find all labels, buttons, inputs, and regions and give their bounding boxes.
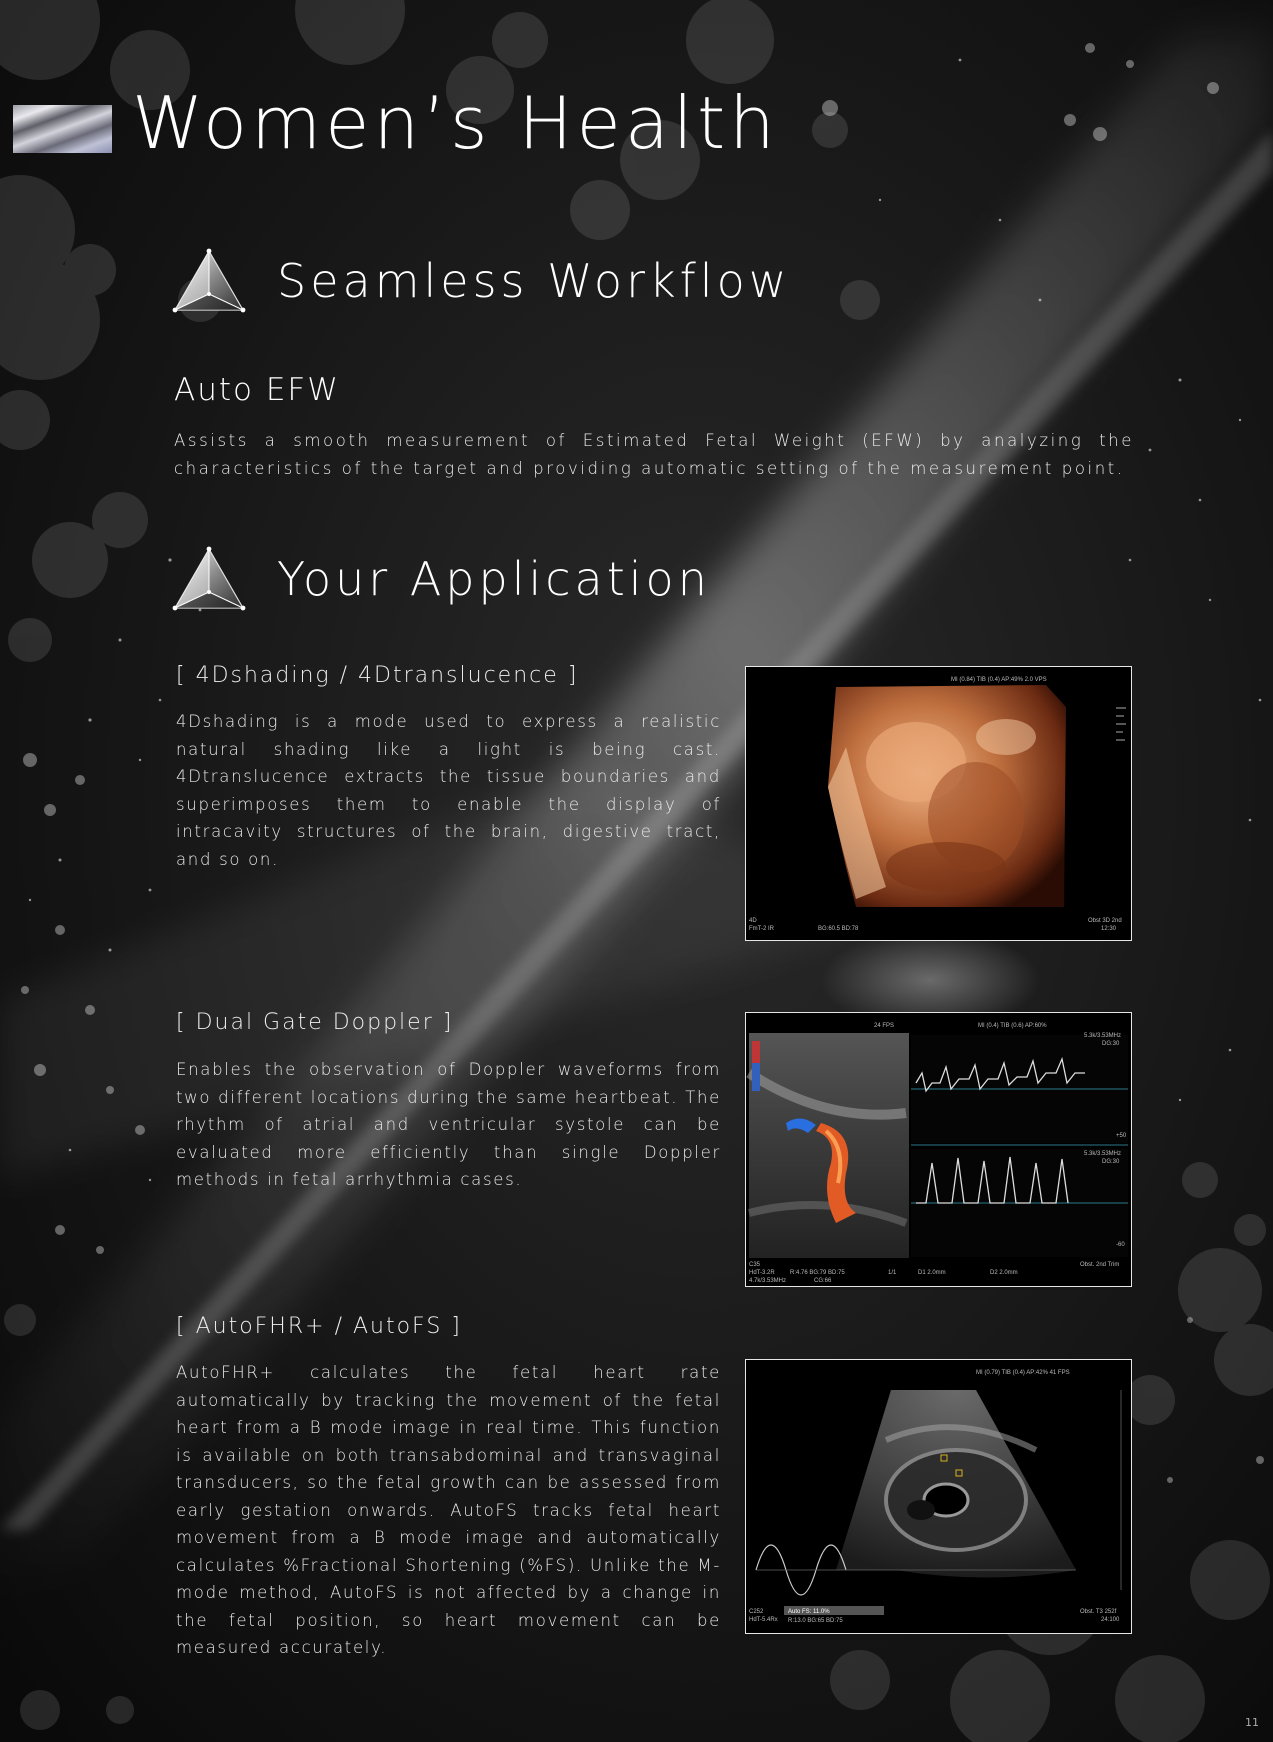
- ultrasound-fetal-heart-image: [745, 1359, 1132, 1634]
- image-overlay-text: D2 2.0mm: [990, 1270, 1018, 1276]
- image-overlay-text: FmT-2 IR: [749, 926, 774, 932]
- image-overlay-text: 24 FPS: [874, 1023, 895, 1029]
- image-overlay-text: 24:100: [1101, 1617, 1120, 1623]
- image-overlay-text: MI (0.4) TIB (0.6) AP:60%: [978, 1023, 1047, 1029]
- section-title-application: Your Application: [277, 552, 711, 606]
- image-overlay-text: R:13.0 BG:65 BD:75: [788, 1618, 843, 1624]
- image-overlay-text: 12:30: [1101, 926, 1117, 932]
- image-overlay-text: 4D: [749, 918, 757, 924]
- feature-text-autofhr: AutoFHR+ calculates the fetal heart rate automatically by tracking the movement of the fetal heart from a B mode image in real time. This function is available on both transabdominal and transvaginal transducers, so the fetal growth can be assessed from early gestation onwards. AutoFS tracks fetal heart movement from a B mode image and automatically calculates %Fractional Shortening (%FS). Unlike the M-mode method, AutoFS is not affected by a change in the fetal position, so heart movement can be measured accurately.: [176, 1363, 721, 1657]
- image-overlay-text: HdT-5.4Rx: [749, 1617, 778, 1623]
- ultrasound-doppler-image: [745, 1012, 1132, 1287]
- title-color-swatch: [13, 105, 112, 153]
- image-overlay-text: CG:66: [814, 1278, 832, 1284]
- image-overlay-text: MI (0.79) TIB (0.4) AP:42% 41 FPS: [976, 1370, 1070, 1376]
- image-overlay-text: C35: [749, 1262, 761, 1268]
- feature-title-dual-gate-doppler: [ Dual Gate Doppler ]: [176, 1010, 454, 1035]
- page-title: Women’s Health: [132, 81, 779, 165]
- image-overlay-text: MI (0.84) TIB (0.4) AP:49% 2.0 VPS: [951, 677, 1047, 683]
- image-overlay-text: 1/1: [888, 1270, 897, 1276]
- image-overlay-text: DG:30: [1102, 1159, 1120, 1165]
- page-number: 11: [1245, 1716, 1259, 1729]
- image-overlay-text: BG:60.5 BD:78: [818, 926, 859, 932]
- feature-title-auto-efw: Auto EFW: [174, 372, 340, 408]
- ultrasound-4d-image: [745, 666, 1132, 941]
- image-overlay-text: +50: [1116, 1133, 1127, 1139]
- image-overlay-text: C252: [749, 1609, 764, 1615]
- feature-text-dual-gate-doppler: Enables the observation of Doppler waveforms from two different locations during the same heartbeat. The rhythm of atrial and ventricular systole can be evaluated more efficiently than single Doppler methods in fetal arrhythmia cases.: [176, 1060, 721, 1189]
- feature-title-4dshading: [ 4Dshading / 4Dtranslucence ]: [176, 663, 579, 688]
- auto-fs-result: Auto FS: 11.0%: [788, 1609, 830, 1615]
- section-title-workflow: Seamless Workflow: [277, 254, 791, 308]
- image-overlay-text: 5.3k/3.53MHz: [1084, 1151, 1122, 1157]
- image-overlay-text: D1 2.0mm: [918, 1270, 946, 1276]
- triangle-logo-icon: [172, 248, 246, 314]
- image-overlay-text: 4.7k/3.53MHz: [749, 1278, 787, 1284]
- image-overlay-text: Obst 3D 2nd: [1088, 918, 1122, 924]
- image-overlay-text: R:4.76 BG:79 BD:75: [790, 1270, 845, 1276]
- feature-text-4dshading: 4Dshading is a mode used to express a realistic natural shading like a light is being cast. 4Dtranslucence extracts the tissue boundaries and superimposes them to enable the display of intracavity structures of the brain, digestive tract, and so on.: [176, 712, 721, 869]
- image-overlay-text: HdT-3.2R: [749, 1270, 775, 1276]
- image-overlay-text: -60: [1116, 1242, 1125, 1248]
- image-overlay-text: Obst. T3 252f: [1080, 1609, 1117, 1615]
- feature-text-auto-efw: Assists a smooth measurement of Estimated Fetal Weight (EFW) by analyzing the characteristics of the target and providing automatic setting of the measurement point.: [174, 431, 1134, 478]
- image-overlay-text: 5.3k/3.53MHz: [1084, 1033, 1122, 1039]
- image-overlay-text: DG:30: [1102, 1041, 1120, 1047]
- image-overlay-text: Obst. 2nd Trim: [1080, 1262, 1120, 1268]
- triangle-logo-icon: [172, 546, 246, 612]
- feature-title-autofhr: [ AutoFHR+ / AutoFS ]: [176, 1314, 462, 1339]
